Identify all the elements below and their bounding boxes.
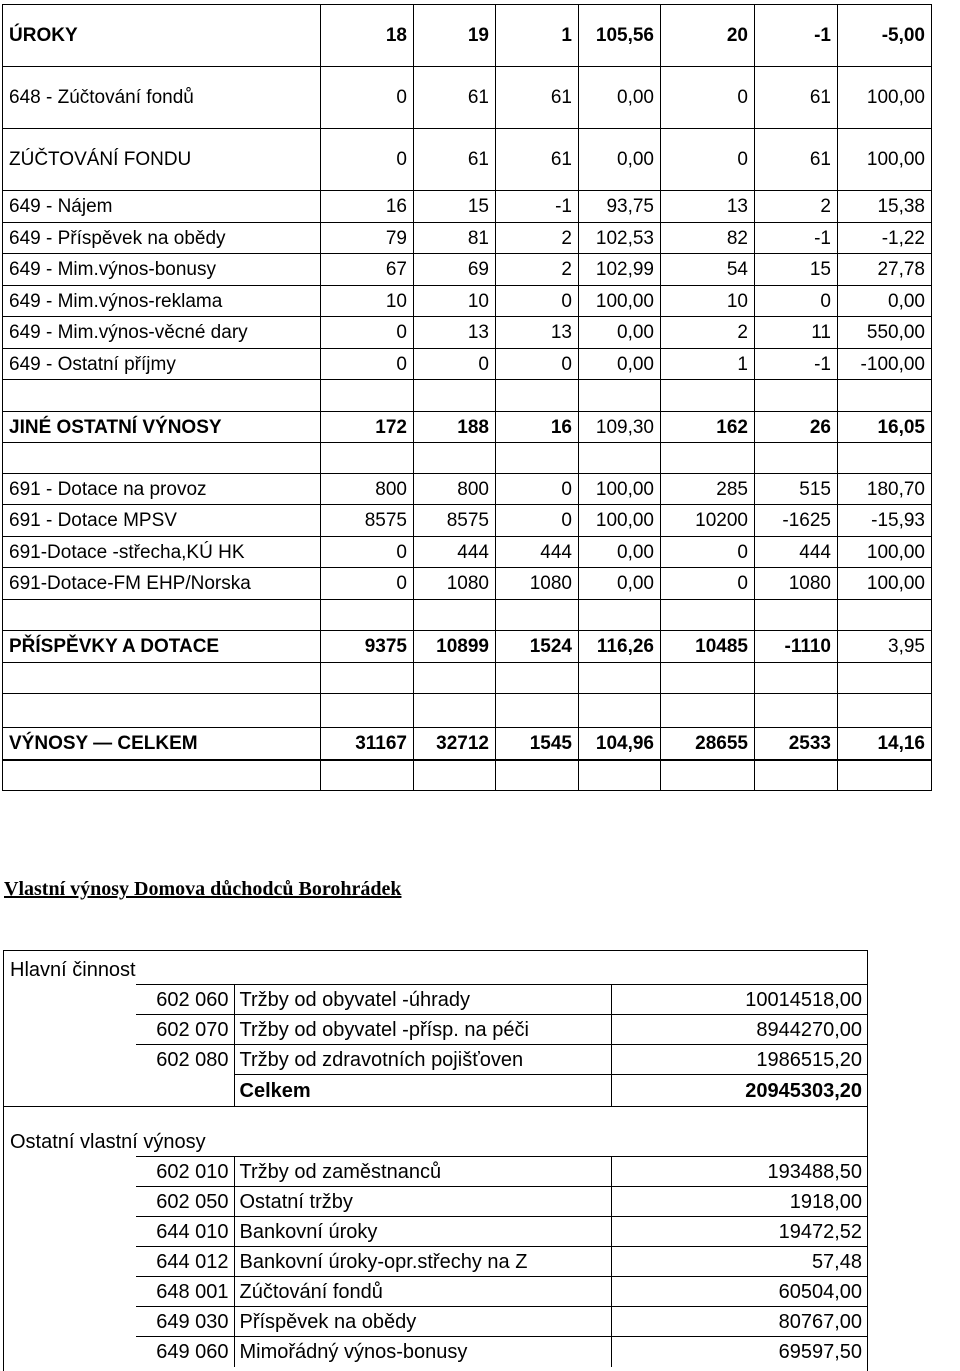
account-code: 649 030 bbox=[136, 1307, 234, 1337]
value-cell: 0 bbox=[414, 349, 496, 380]
value-cell: 0,00 bbox=[579, 317, 661, 349]
value-cell: 0 bbox=[661, 129, 755, 191]
value-cell: 100,00 bbox=[838, 537, 932, 568]
summary-row bbox=[3, 631, 932, 663]
value-cell: 0 bbox=[321, 537, 414, 568]
value-cell: 31167 bbox=[321, 728, 414, 760]
empty-cell bbox=[661, 380, 755, 412]
revenue-label: Bankovní úroky-opr.střechy na Z bbox=[234, 1247, 611, 1277]
account-code: 648 001 bbox=[136, 1277, 234, 1307]
empty-cell bbox=[579, 663, 661, 694]
value-cell: 102,99 bbox=[579, 254, 661, 286]
value-cell: 0,00 bbox=[838, 286, 932, 317]
row-label: 648 - Zúčtování fondů bbox=[3, 67, 321, 129]
spacer-row bbox=[3, 380, 932, 412]
revenue-row bbox=[136, 1307, 867, 1337]
value-cell: 0 bbox=[321, 568, 414, 600]
value-cell: 0 bbox=[661, 568, 755, 600]
empty-cell bbox=[579, 694, 661, 728]
value-cell: 15,38 bbox=[838, 191, 932, 223]
summary-row bbox=[3, 568, 932, 600]
row-label: ÚROKY bbox=[3, 5, 321, 67]
account-code: 602 010 bbox=[136, 1157, 234, 1187]
value-cell: 61 bbox=[496, 67, 579, 129]
value-cell: 105,56 bbox=[579, 5, 661, 67]
empty-cell bbox=[496, 443, 579, 474]
value-cell: 100,00 bbox=[838, 568, 932, 600]
revenue-amount: 1918,00 bbox=[611, 1187, 867, 1217]
section-title: Vlastní výnosy Domova důchodců Borohrádek bbox=[4, 878, 402, 900]
revenue-row bbox=[136, 1187, 867, 1217]
spacer-row bbox=[3, 694, 932, 728]
value-cell: 188 bbox=[414, 412, 496, 443]
empty-cell bbox=[3, 443, 321, 474]
value-cell: 444 bbox=[496, 537, 579, 568]
spacer-row bbox=[3, 600, 932, 631]
value-cell: 8575 bbox=[321, 505, 414, 537]
value-cell: 0 bbox=[321, 349, 414, 380]
empty-cell bbox=[838, 380, 932, 412]
revenue-amount: 60504,00 bbox=[611, 1277, 867, 1307]
value-cell: 67 bbox=[321, 254, 414, 286]
value-cell: 102,53 bbox=[579, 223, 661, 254]
total-amount: 20945303,20 bbox=[611, 1075, 867, 1107]
value-cell: 27,78 bbox=[838, 254, 932, 286]
value-cell: 1080 bbox=[755, 568, 838, 600]
revenue-label: Tržby od obyvatel -úhrady bbox=[234, 985, 611, 1015]
empty-cell bbox=[579, 443, 661, 474]
value-cell: 100,00 bbox=[838, 67, 932, 129]
value-cell: 10 bbox=[661, 286, 755, 317]
value-cell: 0 bbox=[496, 474, 579, 505]
revenue-label: Ostatní tržby bbox=[234, 1187, 611, 1217]
revenue-row bbox=[136, 1015, 867, 1045]
value-cell: 0 bbox=[321, 129, 414, 191]
value-cell: -15,93 bbox=[838, 505, 932, 537]
value-cell: 93,75 bbox=[579, 191, 661, 223]
value-cell: 800 bbox=[414, 474, 496, 505]
summary-row bbox=[3, 5, 932, 67]
value-cell: -5,00 bbox=[838, 5, 932, 67]
revenue-amount: 193488,50 bbox=[611, 1157, 867, 1187]
empty-cell bbox=[661, 694, 755, 728]
value-cell: 1 bbox=[661, 349, 755, 380]
empty-cell bbox=[414, 443, 496, 474]
revenue-row bbox=[136, 985, 867, 1015]
revenue-amount: 10014518,00 bbox=[611, 985, 867, 1015]
empty-cell bbox=[414, 380, 496, 412]
revenue-amount: 80767,00 bbox=[611, 1307, 867, 1337]
value-cell: 2 bbox=[755, 191, 838, 223]
empty-cell bbox=[3, 760, 321, 791]
value-cell: 116,26 bbox=[579, 631, 661, 663]
value-cell: 100,00 bbox=[579, 474, 661, 505]
value-cell: 10485 bbox=[661, 631, 755, 663]
row-label: 691 - Dotace na provoz bbox=[3, 474, 321, 505]
empty-cell bbox=[838, 694, 932, 728]
value-cell: 61 bbox=[414, 129, 496, 191]
row-label: PŘÍSPĚVKY A DOTACE bbox=[3, 631, 321, 663]
value-cell: 32712 bbox=[414, 728, 496, 760]
value-cell: 82 bbox=[661, 223, 755, 254]
value-cell: 13 bbox=[496, 317, 579, 349]
value-cell: 61 bbox=[755, 67, 838, 129]
value-cell: 11 bbox=[755, 317, 838, 349]
spacer-row bbox=[3, 760, 932, 791]
value-cell: 10899 bbox=[414, 631, 496, 663]
empty-cell bbox=[3, 694, 321, 728]
value-cell: 0,00 bbox=[579, 129, 661, 191]
empty-cell bbox=[838, 760, 932, 791]
value-cell: 9375 bbox=[321, 631, 414, 663]
summary-row bbox=[3, 728, 932, 760]
empty-cell bbox=[661, 760, 755, 791]
value-cell: 81 bbox=[414, 223, 496, 254]
summary-row bbox=[3, 317, 932, 349]
row-label: JINÉ OSTATNÍ VÝNOSY bbox=[3, 412, 321, 443]
row-label: 691 - Dotace MPSV bbox=[3, 505, 321, 537]
value-cell: 16 bbox=[321, 191, 414, 223]
value-cell: 0 bbox=[496, 505, 579, 537]
value-cell: 61 bbox=[755, 129, 838, 191]
empty-cell bbox=[496, 380, 579, 412]
value-cell: 1080 bbox=[496, 568, 579, 600]
empty-cell bbox=[321, 694, 414, 728]
revenue-row bbox=[136, 1247, 867, 1277]
value-cell: -1 bbox=[755, 349, 838, 380]
main-activity-table bbox=[136, 984, 867, 1107]
summary-row bbox=[3, 223, 932, 254]
value-cell: 61 bbox=[414, 67, 496, 129]
value-cell: 1080 bbox=[414, 568, 496, 600]
value-cell: 2533 bbox=[755, 728, 838, 760]
value-cell: 800 bbox=[321, 474, 414, 505]
value-cell: 1524 bbox=[496, 631, 579, 663]
value-cell: 54 bbox=[661, 254, 755, 286]
value-cell: 0 bbox=[661, 537, 755, 568]
value-cell: 285 bbox=[661, 474, 755, 505]
summary-row bbox=[3, 254, 932, 286]
empty-cell bbox=[755, 663, 838, 694]
value-cell: -1,22 bbox=[838, 223, 932, 254]
empty-cell bbox=[661, 600, 755, 631]
empty-cell bbox=[755, 694, 838, 728]
value-cell: 0 bbox=[755, 286, 838, 317]
value-cell: 16,05 bbox=[838, 412, 932, 443]
empty-cell bbox=[3, 663, 321, 694]
group-separator bbox=[4, 1106, 867, 1107]
row-label: 691-Dotace-FM EHP/Norska bbox=[3, 568, 321, 600]
empty-cell bbox=[755, 600, 838, 631]
empty-cell bbox=[414, 663, 496, 694]
summary-row bbox=[3, 412, 932, 443]
value-cell: 61 bbox=[496, 129, 579, 191]
account-code: 644 010 bbox=[136, 1217, 234, 1247]
value-cell: 15 bbox=[414, 191, 496, 223]
empty-cell bbox=[755, 443, 838, 474]
row-label: VÝNOSY — CELKEM bbox=[3, 728, 321, 760]
value-cell: 13 bbox=[414, 317, 496, 349]
value-cell: 515 bbox=[755, 474, 838, 505]
revenue-label: Tržby od zdravotních pojišťoven bbox=[234, 1045, 611, 1075]
revenue-label: Tržby od zaměstnanců bbox=[234, 1157, 611, 1187]
row-label: 649 - Příspěvek na obědy bbox=[3, 223, 321, 254]
empty-cell bbox=[3, 380, 321, 412]
revenue-amount: 57,48 bbox=[611, 1247, 867, 1277]
value-cell: 8575 bbox=[414, 505, 496, 537]
revenue-label: Mimořádný výnos-bonusy bbox=[234, 1337, 611, 1367]
value-cell: 0 bbox=[321, 67, 414, 129]
value-cell: 109,30 bbox=[579, 412, 661, 443]
value-cell: -100,00 bbox=[838, 349, 932, 380]
revenue-label: Bankovní úroky bbox=[234, 1217, 611, 1247]
value-cell: 444 bbox=[755, 537, 838, 568]
empty-cell bbox=[579, 380, 661, 412]
value-cell: 0,00 bbox=[579, 537, 661, 568]
account-code: 644 012 bbox=[136, 1247, 234, 1277]
value-cell: 69 bbox=[414, 254, 496, 286]
other-revenue-table bbox=[136, 1156, 867, 1367]
empty-cell bbox=[838, 600, 932, 631]
empty-cell bbox=[136, 1075, 234, 1107]
summary-row bbox=[3, 129, 932, 191]
empty-cell bbox=[496, 760, 579, 791]
value-cell: -1 bbox=[755, 223, 838, 254]
empty-cell bbox=[496, 600, 579, 631]
empty-cell bbox=[496, 663, 579, 694]
empty-cell bbox=[414, 760, 496, 791]
revenue-summary-table bbox=[2, 4, 932, 791]
value-cell: 2 bbox=[496, 223, 579, 254]
value-cell: 10 bbox=[321, 286, 414, 317]
row-label: 649 - Mim.výnos-reklama bbox=[3, 286, 321, 317]
value-cell: 10200 bbox=[661, 505, 755, 537]
total-label: Celkem bbox=[234, 1075, 611, 1107]
summary-row bbox=[3, 505, 932, 537]
revenue-amount: 69597,50 bbox=[611, 1337, 867, 1367]
value-cell: 26 bbox=[755, 412, 838, 443]
value-cell: 14,16 bbox=[838, 728, 932, 760]
revenue-label: Zúčtování fondů bbox=[234, 1277, 611, 1307]
own-revenue-box bbox=[3, 950, 868, 1371]
value-cell: 444 bbox=[414, 537, 496, 568]
value-cell: 1 bbox=[496, 5, 579, 67]
summary-row bbox=[3, 286, 932, 317]
total-row bbox=[136, 1075, 867, 1107]
empty-cell bbox=[414, 600, 496, 631]
summary-row bbox=[3, 349, 932, 380]
value-cell: 0 bbox=[321, 317, 414, 349]
value-cell: 100,00 bbox=[838, 129, 932, 191]
revenue-row bbox=[136, 1157, 867, 1187]
value-cell: 18 bbox=[321, 5, 414, 67]
value-cell: 162 bbox=[661, 412, 755, 443]
account-code: 602 080 bbox=[136, 1045, 234, 1075]
empty-cell bbox=[661, 443, 755, 474]
empty-cell bbox=[838, 663, 932, 694]
summary-row bbox=[3, 67, 932, 129]
value-cell: 0,00 bbox=[579, 349, 661, 380]
value-cell: -1625 bbox=[755, 505, 838, 537]
value-cell: -1 bbox=[755, 5, 838, 67]
value-cell: 10 bbox=[414, 286, 496, 317]
row-label: ZÚČTOVÁNÍ FONDU bbox=[3, 129, 321, 191]
value-cell: 0 bbox=[496, 286, 579, 317]
revenue-row bbox=[136, 1277, 867, 1307]
account-code: 602 070 bbox=[136, 1015, 234, 1045]
value-cell: 0,00 bbox=[579, 568, 661, 600]
empty-cell bbox=[661, 663, 755, 694]
value-cell: 3,95 bbox=[838, 631, 932, 663]
empty-cell bbox=[838, 443, 932, 474]
revenue-row bbox=[136, 1337, 867, 1367]
empty-cell bbox=[321, 600, 414, 631]
row-label: 649 - Nájem bbox=[3, 191, 321, 223]
value-cell: 104,96 bbox=[579, 728, 661, 760]
value-cell: 2 bbox=[661, 317, 755, 349]
revenue-label: Příspěvek na obědy bbox=[234, 1307, 611, 1337]
revenue-row bbox=[136, 1217, 867, 1247]
empty-cell bbox=[321, 443, 414, 474]
empty-cell bbox=[321, 760, 414, 791]
row-label: 691-Dotace -střecha,KÚ HK bbox=[3, 537, 321, 568]
summary-row bbox=[3, 191, 932, 223]
value-cell: 16 bbox=[496, 412, 579, 443]
spacer-row bbox=[3, 663, 932, 694]
revenue-amount: 19472,52 bbox=[611, 1217, 867, 1247]
row-label: 649 - Mim.výnos-věcné dary bbox=[3, 317, 321, 349]
account-code: 602 060 bbox=[136, 985, 234, 1015]
value-cell: 13 bbox=[661, 191, 755, 223]
value-cell: 1545 bbox=[496, 728, 579, 760]
empty-cell bbox=[579, 760, 661, 791]
value-cell: 15 bbox=[755, 254, 838, 286]
revenue-amount: 1986515,20 bbox=[611, 1045, 867, 1075]
summary-row bbox=[3, 537, 932, 568]
value-cell: 19 bbox=[414, 5, 496, 67]
value-cell: -1110 bbox=[755, 631, 838, 663]
value-cell: 0,00 bbox=[579, 67, 661, 129]
value-cell: 0 bbox=[661, 67, 755, 129]
empty-cell bbox=[321, 663, 414, 694]
value-cell: 28655 bbox=[661, 728, 755, 760]
spacer-row bbox=[3, 443, 932, 474]
main-activity-heading: Hlavní činnost bbox=[10, 959, 136, 981]
revenue-row bbox=[136, 1045, 867, 1075]
empty-cell bbox=[755, 380, 838, 412]
value-cell: 100,00 bbox=[579, 505, 661, 537]
empty-cell bbox=[321, 380, 414, 412]
value-cell: 100,00 bbox=[579, 286, 661, 317]
value-cell: 79 bbox=[321, 223, 414, 254]
value-cell: 172 bbox=[321, 412, 414, 443]
value-cell: 550,00 bbox=[838, 317, 932, 349]
empty-cell bbox=[496, 694, 579, 728]
value-cell: 0 bbox=[496, 349, 579, 380]
empty-cell bbox=[3, 600, 321, 631]
other-revenue-heading: Ostatní vlastní výnosy bbox=[10, 1131, 206, 1153]
empty-cell bbox=[579, 600, 661, 631]
account-code: 602 050 bbox=[136, 1187, 234, 1217]
value-cell: 2 bbox=[496, 254, 579, 286]
revenue-label: Tržby od obyvatel -přísp. na péči bbox=[234, 1015, 611, 1045]
value-cell: -1 bbox=[496, 191, 579, 223]
revenue-amount: 8944270,00 bbox=[611, 1015, 867, 1045]
row-label: 649 - Ostatní příjmy bbox=[3, 349, 321, 380]
account-code: 649 060 bbox=[136, 1337, 234, 1367]
empty-cell bbox=[755, 760, 838, 791]
value-cell: 20 bbox=[661, 5, 755, 67]
summary-row bbox=[3, 474, 932, 505]
empty-cell bbox=[414, 694, 496, 728]
row-label: 649 - Mim.výnos-bonusy bbox=[3, 254, 321, 286]
value-cell: 180,70 bbox=[838, 474, 932, 505]
